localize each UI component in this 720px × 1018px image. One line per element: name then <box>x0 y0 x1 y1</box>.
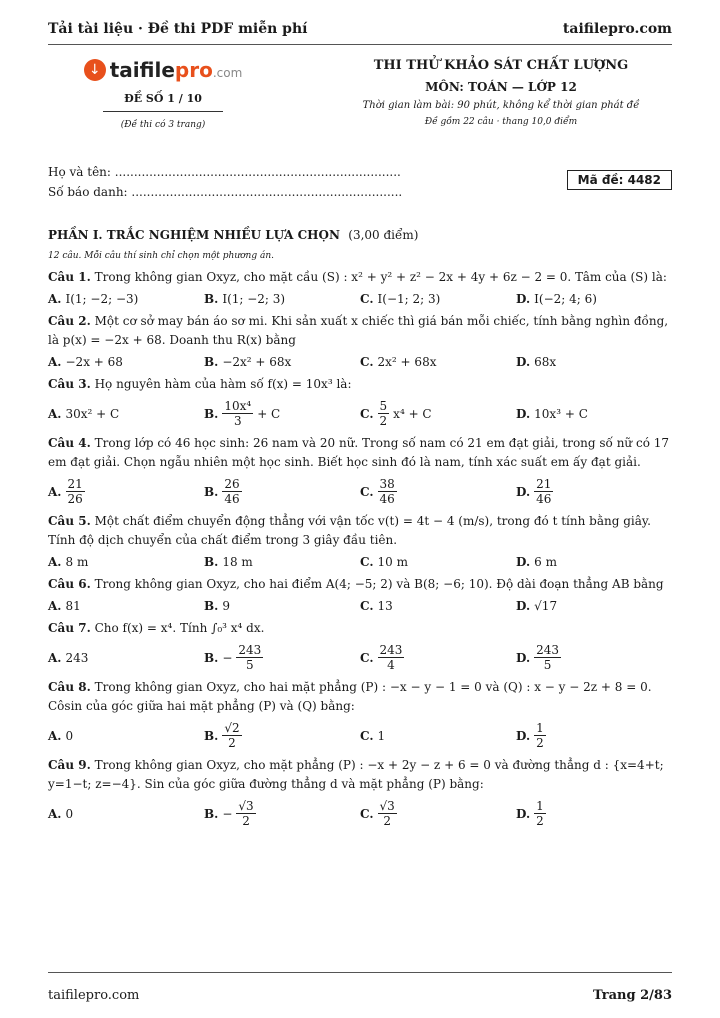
option-a[interactable]: A. 81 <box>48 599 81 613</box>
option-c[interactable]: C. 10 m <box>360 555 408 569</box>
fraction: $\frac{1}{2}$ <box>536 799 544 828</box>
question-text: Câu 4. Trong lớp có 46 học sinh: 26 nam và 20 nữ. Trong số nam có 21 em đạt giải, trong số nữ có 17 em đạt giải. Chọn ngẫu nhiên một học sinh. Biết học sinh đó là nam, tính xác suất em ấy đạt giải. <box>48 436 670 469</box>
question-8 <box>48 678 672 750</box>
option-d[interactable]: D. $\frac{21}{46}$ <box>516 477 552 506</box>
option-b[interactable]: B. − $\frac{243}{5}$ <box>204 643 262 672</box>
question-7 <box>48 619 672 672</box>
question-5 <box>48 512 672 569</box>
question-1 <box>48 268 672 306</box>
question-4 <box>48 434 672 506</box>
question-text: Câu 2. Một cơ sở may bán áo sơ mi. Khi sản xuất x chiếc thì giá bán mỗi chiếc, tính bằng nghìn đồng, là p(x) = −2x + 68. Doanh thu R(x) bằng <box>48 314 669 347</box>
option-b[interactable]: B. 18 m <box>204 555 253 569</box>
fraction: $\frac{38}{46}$ <box>379 477 395 506</box>
student-info <box>48 162 402 202</box>
page-header <box>48 14 672 45</box>
subject: MÔN: TOÁN — LỚP 12 <box>425 80 577 94</box>
question-text: Câu 8. Trong không gian Oxyz, cho hai mặt phẳng (P) : −x − y − 1 = 0 và (Q) : x − y − 2z + 8 = 0. Côsin của góc giữa hai mặt phẳng (P) và (Q) bằng: <box>48 680 652 713</box>
section-note: 12 câu. Mỗi câu thí sinh chỉ chọn một phương án. <box>48 251 274 261</box>
option-a[interactable]: A. 243 <box>48 650 89 665</box>
question-3 <box>48 375 672 428</box>
option-c[interactable]: C. $\frac{5}{2}$ x⁴ + C <box>360 399 432 428</box>
option-a[interactable]: A. −2x + 68 <box>48 355 123 369</box>
option-c[interactable]: C. I(−1; 2; 3) <box>360 292 441 306</box>
fraction: $\frac{243}{5}$ <box>536 643 560 672</box>
download-icon: ↓ <box>84 59 106 81</box>
option-a[interactable]: A. 8 m <box>48 555 89 569</box>
options-row <box>48 399 672 428</box>
option-b[interactable]: B. $\frac{26}{46}$ <box>204 477 240 506</box>
section-title: PHẦN I. TRẮC NGHIỆM NHIỀU LỰA CHỌN (3,00 điểm) <box>48 228 419 242</box>
option-b[interactable]: B. −2x² + 68x <box>204 355 292 369</box>
option-d[interactable]: D. $\frac{1}{2}$ <box>516 799 544 828</box>
fraction: $\frac{21}{46}$ <box>536 477 552 506</box>
option-d[interactable]: D. I(−2; 4; 6) <box>516 292 597 306</box>
question-text: Câu 6. Trong không gian Oxyz, cho hai điểm A(4; −5; 2) và B(8; −6; 10). Độ dài đoạn thẳng AB bằng <box>48 577 664 591</box>
question-text: Câu 5. Một chất điểm chuyển động thẳng với vận tốc v(t) = 4t − 4 (m/s), trong đó t tính bằng giây. Tính độ dịch chuyển của chất điểm trong 3 giây đầu tiên. <box>48 514 651 547</box>
option-c[interactable]: C. 2x² + 68x <box>360 355 437 369</box>
question-text: Câu 9. Trong không gian Oxyz, cho mặt phẳng (P) : −x + 2y − z + 6 = 0 và đường thẳng d : {x=4+t; y=1−t; z=−4}. Sin của góc giữa đường thẳng d và mặt phẳng (P) bằng: <box>48 758 664 791</box>
option-d[interactable]: D. 68x <box>516 355 557 369</box>
options-row <box>48 292 672 306</box>
question-list <box>48 268 672 834</box>
page-footer <box>48 972 672 1017</box>
question-6 <box>48 575 672 613</box>
options-row <box>48 643 672 672</box>
fraction: $\frac{√3}{2}$ <box>379 799 395 828</box>
id-label: Số báo danh: <box>48 185 128 199</box>
logo-block <box>48 58 278 130</box>
option-d[interactable]: D. $\frac{243}{5}$ <box>516 643 560 672</box>
fraction: $\frac{√2}{2}$ <box>224 721 240 750</box>
header-right: taifilepro.com <box>562 21 672 37</box>
option-a[interactable]: A. 30x² + C <box>48 406 120 421</box>
options-row <box>48 799 672 828</box>
fraction: $\frac{5}{2}$ <box>379 399 388 428</box>
option-b[interactable]: B. $\frac{√2}{2}$ <box>204 721 240 750</box>
option-c[interactable]: C. $\frac{√3}{2}$ <box>360 799 395 828</box>
exam-number: ĐỀ SỐ 1 / 10 <box>124 92 202 105</box>
question-text: Câu 3. Họ nguyên hàm của hàm số f(x) = 10x³ là: <box>48 377 352 391</box>
option-a[interactable]: A. $\frac{21}{26}$ <box>48 477 83 506</box>
options-row <box>48 599 672 613</box>
option-c[interactable]: C. $\frac{38}{46}$ <box>360 477 395 506</box>
fraction: $\frac{1}{2}$ <box>536 721 544 750</box>
option-a[interactable]: A. 0 <box>48 728 74 743</box>
id-field: ....................................................................... <box>131 185 403 199</box>
fraction: $\frac{\text{10x⁴}}{3}$ <box>224 399 252 428</box>
options-row <box>48 355 672 369</box>
option-b[interactable]: B. $\frac{\text{10x⁴}}{3}$ + C <box>204 399 281 428</box>
question-2 <box>48 312 672 369</box>
option-a[interactable]: A. I(1; −2; −3) <box>48 292 139 306</box>
fraction: $\frac{243}{4}$ <box>379 643 403 672</box>
question-count: Đề gồm 22 câu · thang 10,0 điểm <box>424 117 578 127</box>
exam-pages: (Đề thi có 3 trang) <box>120 120 206 130</box>
footer-left: taifilepro.com <box>48 987 140 1003</box>
option-c[interactable]: C. 13 <box>360 599 393 613</box>
page-number: Trang 2/83 <box>593 987 672 1003</box>
option-d[interactable]: D. 10x³ + C <box>516 406 588 421</box>
option-b[interactable]: B. I(1; −2; 3) <box>204 292 286 306</box>
exam-code: Mã đề: 4482 <box>567 170 672 190</box>
time-note: Thời gian làm bài: 90 phút, không kể thời gian phát đề <box>362 100 640 111</box>
option-d[interactable]: D. 6 m <box>516 555 557 569</box>
question-text: Câu 1. Trong không gian Oxyz, cho mặt cầu (S) : x² + y² + z² − 2x + 4y + 6z − 2 = 0. Tâm của (S) là: <box>48 270 667 284</box>
option-b[interactable]: B. − $\frac{√3}{2}$ <box>204 799 254 828</box>
header-left: Tải tài liệu · Đề thi PDF miễn phí <box>48 21 308 37</box>
options-row <box>48 477 672 506</box>
fraction: $\frac{26}{46}$ <box>224 477 240 506</box>
fraction: $\frac{21}{26}$ <box>67 477 83 506</box>
name-field: ........................................................................... <box>114 165 401 179</box>
option-a[interactable]: A. 0 <box>48 806 74 821</box>
title-block <box>330 58 672 127</box>
exam-title: THI THỬ KHẢO SÁT CHẤT LƯỢNG <box>373 58 629 73</box>
question-9 <box>48 756 672 828</box>
logo: ↓ taifilepro.com <box>48 58 278 82</box>
option-c[interactable]: C. $\frac{243}{4}$ <box>360 643 403 672</box>
name-label: Họ và tên: <box>48 165 111 179</box>
fraction: $\frac{√3}{2}$ <box>238 799 254 828</box>
options-row <box>48 721 672 750</box>
fraction: $\frac{243}{5}$ <box>238 643 262 672</box>
option-d[interactable]: D. $\frac{1}{2}$ <box>516 721 544 750</box>
question-text: Câu 7. Cho f(x) = x⁴. Tính ∫₀³ x⁴ dx. <box>48 621 265 635</box>
divider <box>103 111 223 112</box>
options-row <box>48 555 672 569</box>
option-d[interactable]: D. √17 <box>516 599 558 613</box>
option-c[interactable]: C. 1 <box>360 728 386 743</box>
option-b[interactable]: B. 9 <box>204 599 230 613</box>
